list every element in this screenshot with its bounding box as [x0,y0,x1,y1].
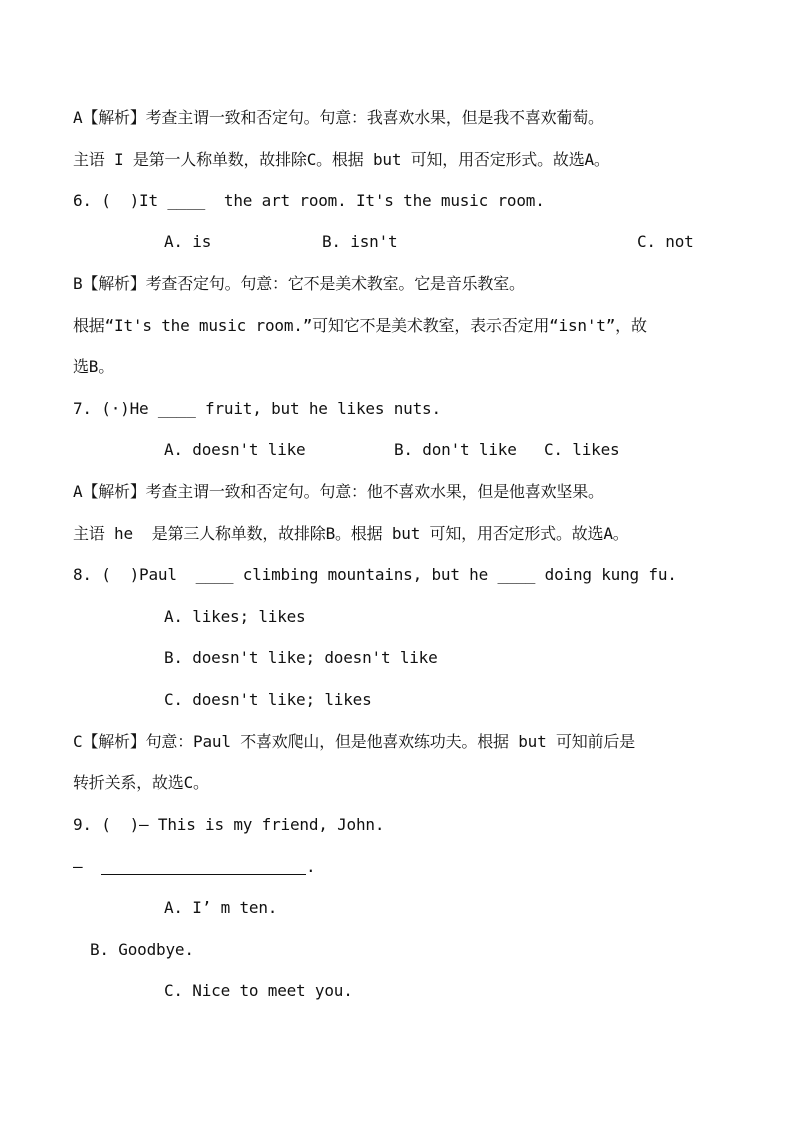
question-8: 8. ( )Paul ____ climbing mountains, but he ____ doing kung fu. [73,565,677,584]
q7-option-c: C. likes [544,440,620,459]
q9-response-dash: — [73,857,83,876]
answer-explanation-5-line1: A【解析】考查主谓一致和否定句。句意：我喜欢水果，但是我不喜欢葡萄。 [73,108,604,127]
answer-explanation-6-line3: 选B。 [73,357,115,376]
q9-answer-blank [101,874,306,875]
question-6: 6. ( )It ____ the art room. It's the music room. [73,191,545,210]
q8-option-c: C. doesn't like; likes [164,690,372,709]
answer-explanation-5-line2: 主语 I 是第一人称单数，故排除C。根据 but 可知，用否定形式。故选A。 [73,150,610,169]
q9-option-a: A. I’ m ten. [164,898,278,917]
q9-option-c: C. Nice to meet you. [164,981,353,1000]
q6-option-a: A. is [164,232,212,251]
q7-option-b: B. don't like [394,440,517,459]
q9-option-b: B. Goodbye. [90,940,194,959]
answer-explanation-8-line2: 转折关系，故选C。 [73,773,209,792]
q6-option-c: C. not [637,232,694,251]
question-7: 7. (·)He ____ fruit, but he likes nuts. [73,399,441,418]
q9-blank-period: . [306,857,316,876]
answer-explanation-7-line2: 主语 he 是第三人称单数，故排除B。根据 but 可知，用否定形式。故选A。 [73,524,629,543]
q8-option-b: B. doesn't like; doesn't like [164,648,438,667]
answer-explanation-6-line1: B【解析】考查否定句。句意：它不是美术教室。它是音乐教室。 [73,274,525,293]
answer-explanation-8-line1: C【解析】句意：Paul 不喜欢爬山，但是他喜欢练功夫。根据 but 可知前后是 [73,732,635,751]
q7-option-a: A. doesn't like [164,440,306,459]
q6-option-b: B. isn't [322,232,398,251]
answer-explanation-7-line1: A【解析】考查主谓一致和否定句。句意：他不喜欢水果，但是他喜欢坚果。 [73,482,604,501]
q8-option-a: A. likes; likes [164,607,306,626]
answer-explanation-6-line2: 根据“It's the music room.”可知它不是美术教室，表示否定用“isn't”，故 [73,316,647,335]
question-9: 9. ( )— This is my friend, John. [73,815,385,834]
